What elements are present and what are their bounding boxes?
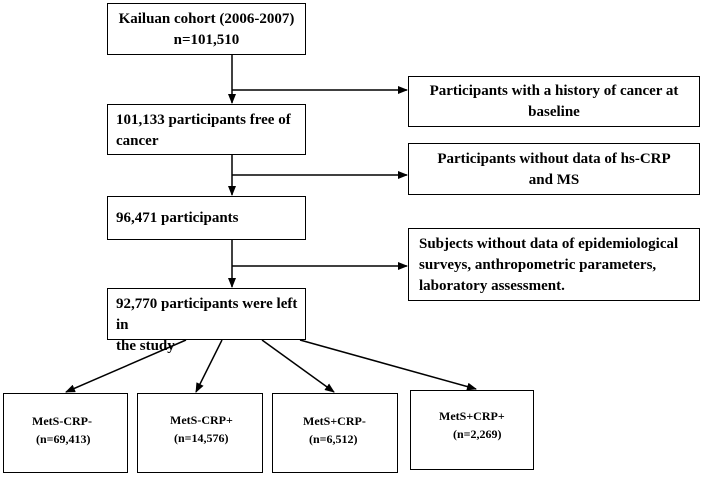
free-of-cancer-box — [107, 104, 306, 155]
exclusion-box-1 — [408, 76, 700, 127]
exclusion-3-line3: laboratory assessment. — [419, 278, 565, 294]
exclusion-2-line2: and MS — [528, 172, 580, 188]
final-participants-box — [107, 288, 306, 354]
group-4-count: (n=2,269) — [453, 427, 502, 441]
cohort-title: Kailuan cohort (2006-2007) — [118, 11, 295, 27]
cohort-count: n=101,510 — [173, 32, 240, 48]
free-of-cancer-line2: cancer — [116, 133, 159, 149]
group-3-name: MetS+CRP- — [303, 414, 366, 428]
free-of-cancer-line1: 101,133 participants free of — [116, 112, 291, 128]
arrow-to-group-4 — [300, 340, 476, 389]
group-1-name: MetS-CRP- — [32, 414, 92, 428]
cohort-box — [107, 3, 306, 55]
final-line1: 92,770 participants were left in — [116, 296, 298, 333]
final-line2: the study — [116, 338, 175, 354]
group-box-mets-pos-crp-neg — [272, 393, 398, 473]
group-2-count: (n=14,576) — [174, 431, 229, 445]
group-box-mets-pos-crp-pos — [410, 390, 534, 470]
exclusion-1-line1: Participants with a history of cancer at — [429, 83, 679, 99]
group-box-mets-neg-crp-pos — [137, 393, 263, 473]
group-3-count: (n=6,512) — [309, 432, 358, 446]
exclusion-3-line1: Subjects without data of epidemiological — [419, 236, 679, 252]
exclusion-box-3 — [408, 228, 700, 301]
participants-96-label: 96,471 participants — [116, 210, 239, 226]
exclusion-2-line1: Participants without data of hs-CRP — [437, 151, 671, 167]
exclusion-box-2 — [408, 143, 700, 195]
group-2-name: MetS-CRP+ — [170, 413, 233, 427]
exclusion-1-line2: baseline — [528, 104, 580, 120]
exclusion-3-line2: surveys, anthropometric parameters, — [419, 257, 657, 273]
group-box-mets-neg-crp-neg — [3, 393, 128, 473]
group-1-count: (n=69,413) — [36, 432, 91, 446]
group-4-name: MetS+CRP+ — [439, 409, 505, 423]
participants-96-box — [107, 196, 306, 240]
